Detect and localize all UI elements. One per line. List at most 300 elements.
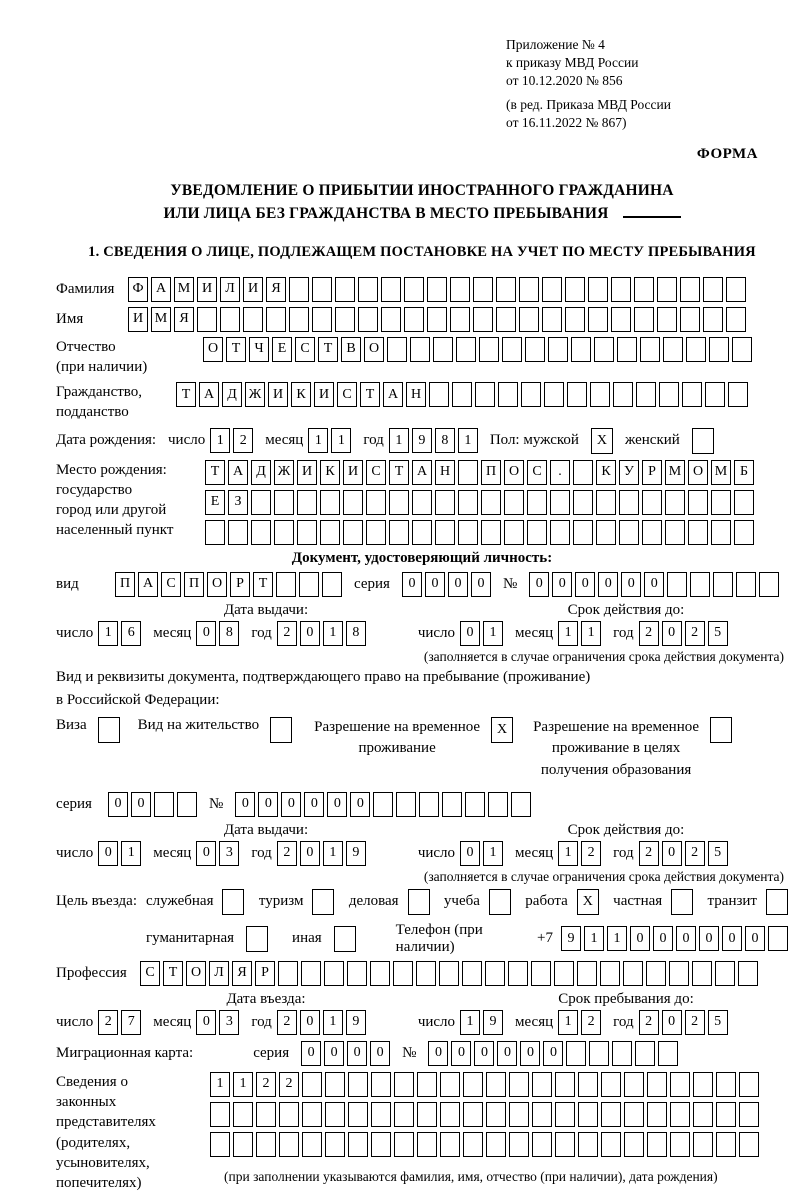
char-cell[interactable] <box>613 382 633 407</box>
char-cell[interactable]: 0 <box>575 572 595 597</box>
char-cell[interactable]: 6 <box>121 621 141 646</box>
char-cell[interactable]: 2 <box>277 621 297 646</box>
char-cell[interactable]: 0 <box>131 792 151 817</box>
char-cell[interactable] <box>716 1102 736 1127</box>
char-cell[interactable]: 0 <box>474 1041 494 1066</box>
char-cell[interactable]: 9 <box>412 428 432 453</box>
char-cell[interactable] <box>462 961 482 986</box>
char-cell[interactable] <box>640 337 660 362</box>
char-cell[interactable]: 0 <box>304 792 324 817</box>
char-cell[interactable] <box>688 520 708 545</box>
char-cell[interactable]: Я <box>174 307 194 332</box>
char-cell[interactable] <box>716 1072 736 1097</box>
char-cell[interactable] <box>485 961 505 986</box>
char-cell[interactable]: 0 <box>460 621 480 646</box>
char-cell[interactable]: 0 <box>327 792 347 817</box>
char-cell[interactable] <box>669 961 689 986</box>
purpose-tourism-checkbox[interactable] <box>312 889 334 915</box>
char-cell[interactable] <box>738 961 758 986</box>
char-cell[interactable] <box>177 792 197 817</box>
char-cell[interactable] <box>636 382 656 407</box>
purpose-official-checkbox[interactable] <box>222 889 244 915</box>
char-cell[interactable]: 1 <box>210 428 230 453</box>
char-cell[interactable] <box>276 572 296 597</box>
char-cell[interactable] <box>371 1132 391 1157</box>
char-cell[interactable] <box>716 1132 736 1157</box>
char-cell[interactable] <box>465 792 485 817</box>
char-cell[interactable]: 5 <box>708 621 728 646</box>
char-cell[interactable]: 0 <box>722 926 742 951</box>
char-cell[interactable]: 2 <box>685 621 705 646</box>
char-cell[interactable] <box>197 307 217 332</box>
char-cell[interactable] <box>389 490 409 515</box>
char-cell[interactable]: И <box>128 307 148 332</box>
char-cell[interactable]: 1 <box>323 621 343 646</box>
char-cell[interactable] <box>544 382 564 407</box>
char-cell[interactable] <box>596 490 616 515</box>
char-cell[interactable]: Ч <box>249 337 269 362</box>
char-cell[interactable]: 0 <box>370 1041 390 1066</box>
char-cell[interactable]: 2 <box>256 1072 276 1097</box>
char-cell[interactable]: 5 <box>708 841 728 866</box>
char-cell[interactable] <box>555 1102 575 1127</box>
char-cell[interactable]: О <box>207 572 227 597</box>
char-cell[interactable]: Е <box>205 490 225 515</box>
char-cell[interactable]: 2 <box>98 1010 118 1035</box>
char-cell[interactable]: 1 <box>558 621 578 646</box>
char-cell[interactable] <box>527 520 547 545</box>
char-cell[interactable]: 7 <box>121 1010 141 1035</box>
char-cell[interactable]: 1 <box>584 926 604 951</box>
char-cell[interactable] <box>734 520 754 545</box>
char-cell[interactable]: М <box>174 277 194 302</box>
char-cell[interactable] <box>578 1132 598 1157</box>
char-cell[interactable] <box>589 1041 609 1066</box>
char-cell[interactable]: 0 <box>621 572 641 597</box>
char-cell[interactable] <box>550 520 570 545</box>
char-cell[interactable]: 0 <box>529 572 549 597</box>
char-cell[interactable] <box>693 1072 713 1097</box>
char-cell[interactable] <box>680 277 700 302</box>
char-cell[interactable] <box>299 572 319 597</box>
char-cell[interactable]: Н <box>435 460 455 485</box>
char-cell[interactable]: Т <box>205 460 225 485</box>
char-cell[interactable] <box>542 277 562 302</box>
char-cell[interactable]: 0 <box>301 1041 321 1066</box>
char-cell[interactable]: 0 <box>471 572 491 597</box>
char-cell[interactable]: О <box>186 961 206 986</box>
char-cell[interactable] <box>439 961 459 986</box>
char-cell[interactable] <box>251 520 271 545</box>
char-cell[interactable]: 2 <box>581 841 601 866</box>
char-cell[interactable] <box>370 961 390 986</box>
char-cell[interactable] <box>417 1072 437 1097</box>
char-cell[interactable] <box>256 1102 276 1127</box>
char-cell[interactable] <box>233 1102 253 1127</box>
char-cell[interactable] <box>325 1102 345 1127</box>
char-cell[interactable] <box>228 520 248 545</box>
char-cell[interactable] <box>670 1102 690 1127</box>
char-cell[interactable] <box>692 961 712 986</box>
char-cell[interactable] <box>486 1132 506 1157</box>
char-cell[interactable] <box>325 1072 345 1097</box>
char-cell[interactable] <box>703 277 723 302</box>
char-cell[interactable] <box>619 490 639 515</box>
sex-female-checkbox[interactable] <box>692 428 714 454</box>
char-cell[interactable] <box>435 490 455 515</box>
char-cell[interactable] <box>682 382 702 407</box>
char-cell[interactable]: А <box>199 382 219 407</box>
char-cell[interactable] <box>452 382 472 407</box>
char-cell[interactable] <box>739 1132 759 1157</box>
char-cell[interactable]: С <box>527 460 547 485</box>
char-cell[interactable] <box>647 1132 667 1157</box>
char-cell[interactable] <box>709 337 729 362</box>
purpose-other-checkbox[interactable] <box>334 926 356 952</box>
char-cell[interactable]: 0 <box>324 1041 344 1066</box>
residence-permit-checkbox[interactable] <box>270 717 292 743</box>
char-cell[interactable]: 9 <box>483 1010 503 1035</box>
char-cell[interactable] <box>393 961 413 986</box>
char-cell[interactable] <box>703 307 723 332</box>
char-cell[interactable] <box>734 490 754 515</box>
char-cell[interactable] <box>347 961 367 986</box>
char-cell[interactable] <box>278 961 298 986</box>
char-cell[interactable]: 0 <box>428 1041 448 1066</box>
char-cell[interactable]: И <box>243 277 263 302</box>
char-cell[interactable] <box>458 490 478 515</box>
char-cell[interactable]: И <box>268 382 288 407</box>
char-cell[interactable] <box>509 1132 529 1157</box>
char-cell[interactable]: Ф <box>128 277 148 302</box>
char-cell[interactable] <box>498 382 518 407</box>
char-cell[interactable]: Л <box>209 961 229 986</box>
char-cell[interactable] <box>458 520 478 545</box>
char-cell[interactable]: И <box>343 460 363 485</box>
char-cell[interactable]: 0 <box>235 792 255 817</box>
char-cell[interactable] <box>417 1102 437 1127</box>
char-cell[interactable]: 1 <box>121 841 141 866</box>
sex-male-checkbox[interactable]: X <box>591 428 613 454</box>
char-cell[interactable] <box>555 1132 575 1157</box>
char-cell[interactable]: 0 <box>662 841 682 866</box>
char-cell[interactable]: О <box>504 460 524 485</box>
char-cell[interactable] <box>458 460 478 485</box>
char-cell[interactable]: 0 <box>300 841 320 866</box>
char-cell[interactable] <box>312 277 332 302</box>
char-cell[interactable]: 0 <box>644 572 664 597</box>
char-cell[interactable] <box>279 1132 299 1157</box>
char-cell[interactable] <box>566 1041 586 1066</box>
char-cell[interactable] <box>463 1102 483 1127</box>
char-cell[interactable] <box>205 520 225 545</box>
char-cell[interactable] <box>412 490 432 515</box>
char-cell[interactable] <box>601 1102 621 1127</box>
char-cell[interactable]: 3 <box>219 841 239 866</box>
char-cell[interactable]: С <box>140 961 160 986</box>
char-cell[interactable]: Р <box>255 961 275 986</box>
char-cell[interactable] <box>600 961 620 986</box>
purpose-humanitarian-checkbox[interactable] <box>246 926 268 952</box>
char-cell[interactable] <box>456 337 476 362</box>
char-cell[interactable] <box>325 1132 345 1157</box>
char-cell[interactable] <box>335 277 355 302</box>
char-cell[interactable] <box>670 1072 690 1097</box>
char-cell[interactable]: К <box>320 460 340 485</box>
char-cell[interactable]: А <box>383 382 403 407</box>
char-cell[interactable]: С <box>161 572 181 597</box>
char-cell[interactable] <box>502 337 522 362</box>
char-cell[interactable]: 0 <box>300 621 320 646</box>
char-cell[interactable] <box>348 1132 368 1157</box>
char-cell[interactable]: Т <box>176 382 196 407</box>
char-cell[interactable]: 0 <box>451 1041 471 1066</box>
char-cell[interactable]: 0 <box>630 926 650 951</box>
char-cell[interactable]: О <box>364 337 384 362</box>
char-cell[interactable]: 0 <box>598 572 618 597</box>
char-cell[interactable] <box>511 792 531 817</box>
char-cell[interactable] <box>410 337 430 362</box>
char-cell[interactable] <box>619 520 639 545</box>
char-cell[interactable]: 2 <box>581 1010 601 1035</box>
char-cell[interactable] <box>690 572 710 597</box>
char-cell[interactable]: 0 <box>196 841 216 866</box>
char-cell[interactable]: Ж <box>245 382 265 407</box>
char-cell[interactable] <box>667 572 687 597</box>
char-cell[interactable] <box>554 961 574 986</box>
char-cell[interactable] <box>419 792 439 817</box>
char-cell[interactable]: 1 <box>323 841 343 866</box>
char-cell[interactable] <box>256 1132 276 1157</box>
char-cell[interactable] <box>578 1102 598 1127</box>
char-cell[interactable] <box>550 490 570 515</box>
char-cell[interactable]: 0 <box>662 1010 682 1035</box>
char-cell[interactable]: 1 <box>581 621 601 646</box>
char-cell[interactable]: 1 <box>233 1072 253 1097</box>
char-cell[interactable]: 0 <box>196 1010 216 1035</box>
char-cell[interactable]: . <box>550 460 570 485</box>
char-cell[interactable]: К <box>291 382 311 407</box>
char-cell[interactable] <box>435 520 455 545</box>
char-cell[interactable] <box>532 1132 552 1157</box>
char-cell[interactable] <box>289 277 309 302</box>
char-cell[interactable] <box>555 1072 575 1097</box>
char-cell[interactable]: 0 <box>402 572 422 597</box>
char-cell[interactable] <box>647 1102 667 1127</box>
char-cell[interactable] <box>475 382 495 407</box>
char-cell[interactable] <box>588 307 608 332</box>
char-cell[interactable]: 8 <box>346 621 366 646</box>
char-cell[interactable] <box>732 337 752 362</box>
purpose-private-checkbox[interactable] <box>671 889 693 915</box>
char-cell[interactable] <box>663 337 683 362</box>
char-cell[interactable] <box>429 382 449 407</box>
char-cell[interactable] <box>642 520 662 545</box>
char-cell[interactable] <box>348 1102 368 1127</box>
char-cell[interactable]: 0 <box>520 1041 540 1066</box>
char-cell[interactable] <box>713 572 733 597</box>
char-cell[interactable] <box>596 520 616 545</box>
char-cell[interactable] <box>665 490 685 515</box>
char-cell[interactable] <box>463 1132 483 1157</box>
char-cell[interactable]: 2 <box>277 841 297 866</box>
char-cell[interactable] <box>343 520 363 545</box>
char-cell[interactable] <box>611 307 631 332</box>
char-cell[interactable] <box>481 490 501 515</box>
char-cell[interactable] <box>381 307 401 332</box>
char-cell[interactable]: С <box>295 337 315 362</box>
char-cell[interactable] <box>496 277 516 302</box>
char-cell[interactable] <box>394 1132 414 1157</box>
char-cell[interactable] <box>312 307 332 332</box>
char-cell[interactable]: 0 <box>425 572 445 597</box>
purpose-transit-checkbox[interactable] <box>766 889 788 915</box>
char-cell[interactable] <box>590 382 610 407</box>
char-cell[interactable]: М <box>665 460 685 485</box>
char-cell[interactable] <box>279 1102 299 1127</box>
char-cell[interactable]: Я <box>266 277 286 302</box>
char-cell[interactable]: 1 <box>607 926 627 951</box>
char-cell[interactable] <box>389 520 409 545</box>
char-cell[interactable] <box>670 1132 690 1157</box>
char-cell[interactable]: И <box>197 277 217 302</box>
char-cell[interactable]: З <box>228 490 248 515</box>
char-cell[interactable]: 0 <box>662 621 682 646</box>
char-cell[interactable]: 1 <box>389 428 409 453</box>
char-cell[interactable]: А <box>228 460 248 485</box>
char-cell[interactable]: И <box>297 460 317 485</box>
char-cell[interactable] <box>450 277 470 302</box>
char-cell[interactable]: Д <box>251 460 271 485</box>
char-cell[interactable]: Т <box>226 337 246 362</box>
char-cell[interactable] <box>348 1072 368 1097</box>
char-cell[interactable]: 0 <box>300 1010 320 1035</box>
char-cell[interactable] <box>594 337 614 362</box>
char-cell[interactable]: 0 <box>347 1041 367 1066</box>
char-cell[interactable] <box>381 277 401 302</box>
char-cell[interactable] <box>657 307 677 332</box>
char-cell[interactable]: Р <box>642 460 662 485</box>
char-cell[interactable]: 1 <box>308 428 328 453</box>
char-cell[interactable]: 2 <box>279 1072 299 1097</box>
char-cell[interactable] <box>302 1132 322 1157</box>
char-cell[interactable] <box>504 520 524 545</box>
char-cell[interactable] <box>567 382 587 407</box>
char-cell[interactable] <box>519 307 539 332</box>
char-cell[interactable] <box>404 307 424 332</box>
char-cell[interactable] <box>366 490 386 515</box>
char-cell[interactable] <box>440 1132 460 1157</box>
char-cell[interactable] <box>440 1072 460 1097</box>
char-cell[interactable]: 0 <box>108 792 128 817</box>
char-cell[interactable] <box>565 277 585 302</box>
char-cell[interactable] <box>297 520 317 545</box>
char-cell[interactable]: Т <box>389 460 409 485</box>
temp-residence-checkbox[interactable]: X <box>491 717 513 743</box>
char-cell[interactable]: Т <box>253 572 273 597</box>
char-cell[interactable]: 0 <box>98 841 118 866</box>
char-cell[interactable] <box>479 337 499 362</box>
char-cell[interactable] <box>525 337 545 362</box>
char-cell[interactable]: Н <box>406 382 426 407</box>
char-cell[interactable]: 0 <box>699 926 719 951</box>
char-cell[interactable] <box>659 382 679 407</box>
char-cell[interactable]: 0 <box>497 1041 517 1066</box>
char-cell[interactable] <box>646 961 666 986</box>
char-cell[interactable] <box>531 961 551 986</box>
purpose-study-checkbox[interactable] <box>489 889 511 915</box>
char-cell[interactable] <box>588 277 608 302</box>
char-cell[interactable] <box>532 1102 552 1127</box>
char-cell[interactable] <box>617 337 637 362</box>
char-cell[interactable] <box>726 307 746 332</box>
char-cell[interactable] <box>573 520 593 545</box>
char-cell[interactable] <box>427 307 447 332</box>
char-cell[interactable] <box>417 1132 437 1157</box>
char-cell[interactable] <box>343 490 363 515</box>
char-cell[interactable] <box>274 490 294 515</box>
char-cell[interactable] <box>440 1102 460 1127</box>
char-cell[interactable] <box>373 792 393 817</box>
char-cell[interactable]: 0 <box>448 572 468 597</box>
char-cell[interactable] <box>486 1102 506 1127</box>
char-cell[interactable] <box>739 1102 759 1127</box>
char-cell[interactable] <box>548 337 568 362</box>
char-cell[interactable] <box>739 1072 759 1097</box>
char-cell[interactable] <box>728 382 748 407</box>
char-cell[interactable]: 0 <box>350 792 370 817</box>
char-cell[interactable] <box>358 307 378 332</box>
char-cell[interactable] <box>647 1072 667 1097</box>
char-cell[interactable] <box>565 307 585 332</box>
char-cell[interactable]: 9 <box>346 1010 366 1035</box>
char-cell[interactable] <box>711 520 731 545</box>
char-cell[interactable]: К <box>596 460 616 485</box>
char-cell[interactable]: 1 <box>98 621 118 646</box>
char-cell[interactable] <box>658 1041 678 1066</box>
char-cell[interactable] <box>394 1102 414 1127</box>
char-cell[interactable]: 1 <box>210 1072 230 1097</box>
char-cell[interactable]: Т <box>163 961 183 986</box>
char-cell[interactable]: 9 <box>346 841 366 866</box>
char-cell[interactable]: Ж <box>274 460 294 485</box>
char-cell[interactable] <box>301 961 321 986</box>
char-cell[interactable]: 5 <box>708 1010 728 1035</box>
char-cell[interactable]: Т <box>360 382 380 407</box>
char-cell[interactable]: С <box>366 460 386 485</box>
char-cell[interactable] <box>233 1132 253 1157</box>
char-cell[interactable] <box>509 1072 529 1097</box>
char-cell[interactable]: 1 <box>483 621 503 646</box>
char-cell[interactable] <box>577 961 597 986</box>
char-cell[interactable] <box>486 1072 506 1097</box>
char-cell[interactable]: Р <box>230 572 250 597</box>
char-cell[interactable] <box>657 277 677 302</box>
char-cell[interactable] <box>715 961 735 986</box>
char-cell[interactable]: 8 <box>219 621 239 646</box>
char-cell[interactable] <box>693 1102 713 1127</box>
char-cell[interactable] <box>427 277 447 302</box>
char-cell[interactable] <box>302 1072 322 1097</box>
char-cell[interactable] <box>320 520 340 545</box>
char-cell[interactable]: 0 <box>196 621 216 646</box>
char-cell[interactable]: 1 <box>331 428 351 453</box>
char-cell[interactable] <box>463 1072 483 1097</box>
char-cell[interactable] <box>412 520 432 545</box>
char-cell[interactable] <box>705 382 725 407</box>
char-cell[interactable]: 2 <box>639 1010 659 1035</box>
char-cell[interactable] <box>504 490 524 515</box>
